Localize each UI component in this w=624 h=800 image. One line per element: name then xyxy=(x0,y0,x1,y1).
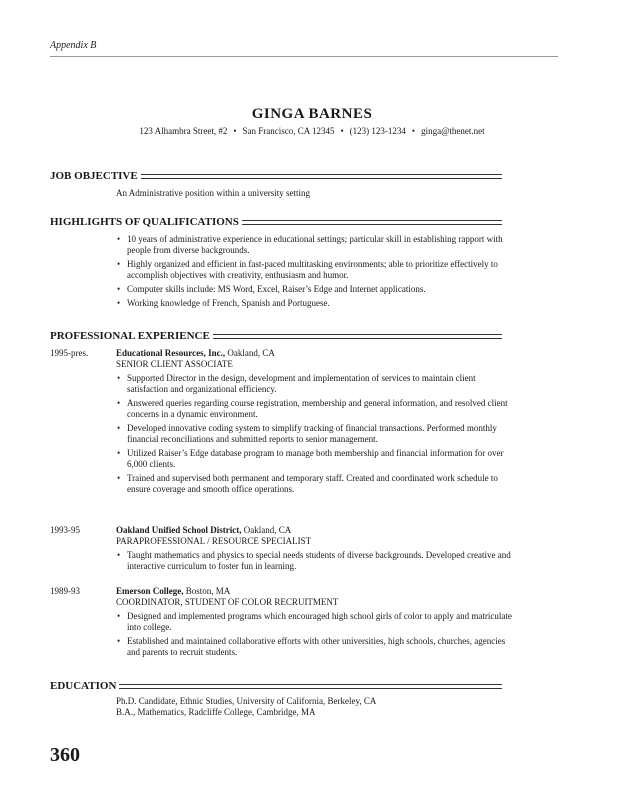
section-title: JOB OBJECTIVE xyxy=(50,170,138,182)
job-entry xyxy=(116,586,516,661)
section-title: HIGHLIGHTS OF QUALIFICATIONS xyxy=(50,216,239,228)
list-item: • 10 years of administrative experience in educational settings; particular skill in establishing rapport with people from diverse backgrounds. xyxy=(116,234,526,256)
section-experience xyxy=(50,330,502,342)
contact-email: ginga@thenet.net xyxy=(421,126,485,136)
job-entry xyxy=(116,525,516,575)
header-divider xyxy=(50,56,558,57)
section-education xyxy=(50,680,502,692)
list-item: • Computer skills include: MS Word, Excel, Raiser’s Edge and Internet applications. xyxy=(116,284,526,295)
list-item: • Taught mathematics and physics to special needs students of diverse backgrounds. Developed creative and interactive curriculum to foster fun in learning. xyxy=(116,550,516,572)
resume-name: GINGA BARNES xyxy=(251,106,373,122)
education-line: B.A., Mathematics, Radcliffe College, Cambridge, MA xyxy=(116,707,316,717)
job-employer xyxy=(116,525,516,536)
education-list xyxy=(116,696,376,718)
list-item: • Working knowledge of French, Spanish and Portuguese. xyxy=(116,298,526,309)
employer-name: Educational Resources, Inc., xyxy=(116,348,226,358)
education-line: Ph.D. Candidate, Ethnic Studies, University of California, Berkeley, CA xyxy=(116,696,377,706)
employer-name: Emerson College, xyxy=(116,586,184,596)
page-number: 360 xyxy=(50,744,80,766)
job-employer xyxy=(116,348,516,359)
section-rule xyxy=(141,174,502,179)
contact-city: San Francisco, CA 12345 xyxy=(242,126,335,136)
job-employer xyxy=(116,586,516,597)
job-entry xyxy=(116,348,516,498)
list-item: • Answered queries regarding course registration, membership and general information, and resolved client concerns in a dynamic environment. xyxy=(116,398,516,420)
list-item: • Utilized Raiser’s Edge database program to manage both membership and financial information for over 6,000 clients. xyxy=(116,448,516,470)
employer-location: Oakland, CA xyxy=(227,348,275,358)
highlights-list xyxy=(116,234,526,312)
contact-address: 123 Alhambra Street, #2 xyxy=(139,126,228,136)
list-item: • Supported Director in the design, development and implementation of services to maintain client satisfaction and organizational efficiency. xyxy=(116,373,516,395)
job-dates: 1989-93 xyxy=(50,586,80,596)
employer-location: Boston, MA xyxy=(185,586,231,596)
job-role: SENIOR CLIENT ASSOCIATE xyxy=(116,359,233,369)
job-role: PARAPROFESSIONAL / RESOURCE SPECIALIST xyxy=(116,536,312,546)
list-item: • Established and maintained collaborative efforts with other universities, high schools, churches, agencies and parents to recruit students. xyxy=(116,636,516,658)
section-rule xyxy=(242,220,502,225)
list-item: • Designed and implemented programs which encouraged high school girls of color to apply and matriculate into college. xyxy=(116,611,516,633)
job-dates: 1995-pres. xyxy=(50,348,89,358)
section-highlights xyxy=(50,216,502,228)
job-dates: 1993-95 xyxy=(50,525,80,535)
section-title: EDUCATION xyxy=(50,680,117,692)
job-role: COORDINATOR, STUDENT OF COLOR RECRUITMENT xyxy=(116,597,339,607)
employer-location: Oakland, CA xyxy=(243,525,292,535)
section-rule xyxy=(119,684,502,689)
running-head: Appendix B xyxy=(50,40,97,51)
objective-text: An Administrative position within a university setting xyxy=(116,188,310,198)
list-item: • Developed innovative coding system to simplify tracking of financial transactions. Performed monthly financial reconciliations and submitted reports to senior management. xyxy=(116,423,516,445)
list-item: • Highly organized and efficient in fast-paced multitasking environments; able to prioritize effectively to accomplish objectives with creativity, enthusiasm and humor. xyxy=(116,259,526,281)
list-item: • Trained and supervised both permanent and temporary staff. Created and coordinated work schedule to ensure coverage and smooth office operations. xyxy=(116,473,516,495)
section-rule xyxy=(213,334,502,339)
contact-phone: (123) 123-1234 xyxy=(349,126,406,136)
section-job-objective xyxy=(50,170,502,182)
contact-line: 123 Alhambra Street, #2 • San Francisco, CA 12345 • (123) 123-1234 • ginga@thenet.net xyxy=(139,126,485,136)
employer-name: Oakland Unified School District, xyxy=(116,525,242,535)
section-title: PROFESSIONAL EXPERIENCE xyxy=(50,330,210,342)
